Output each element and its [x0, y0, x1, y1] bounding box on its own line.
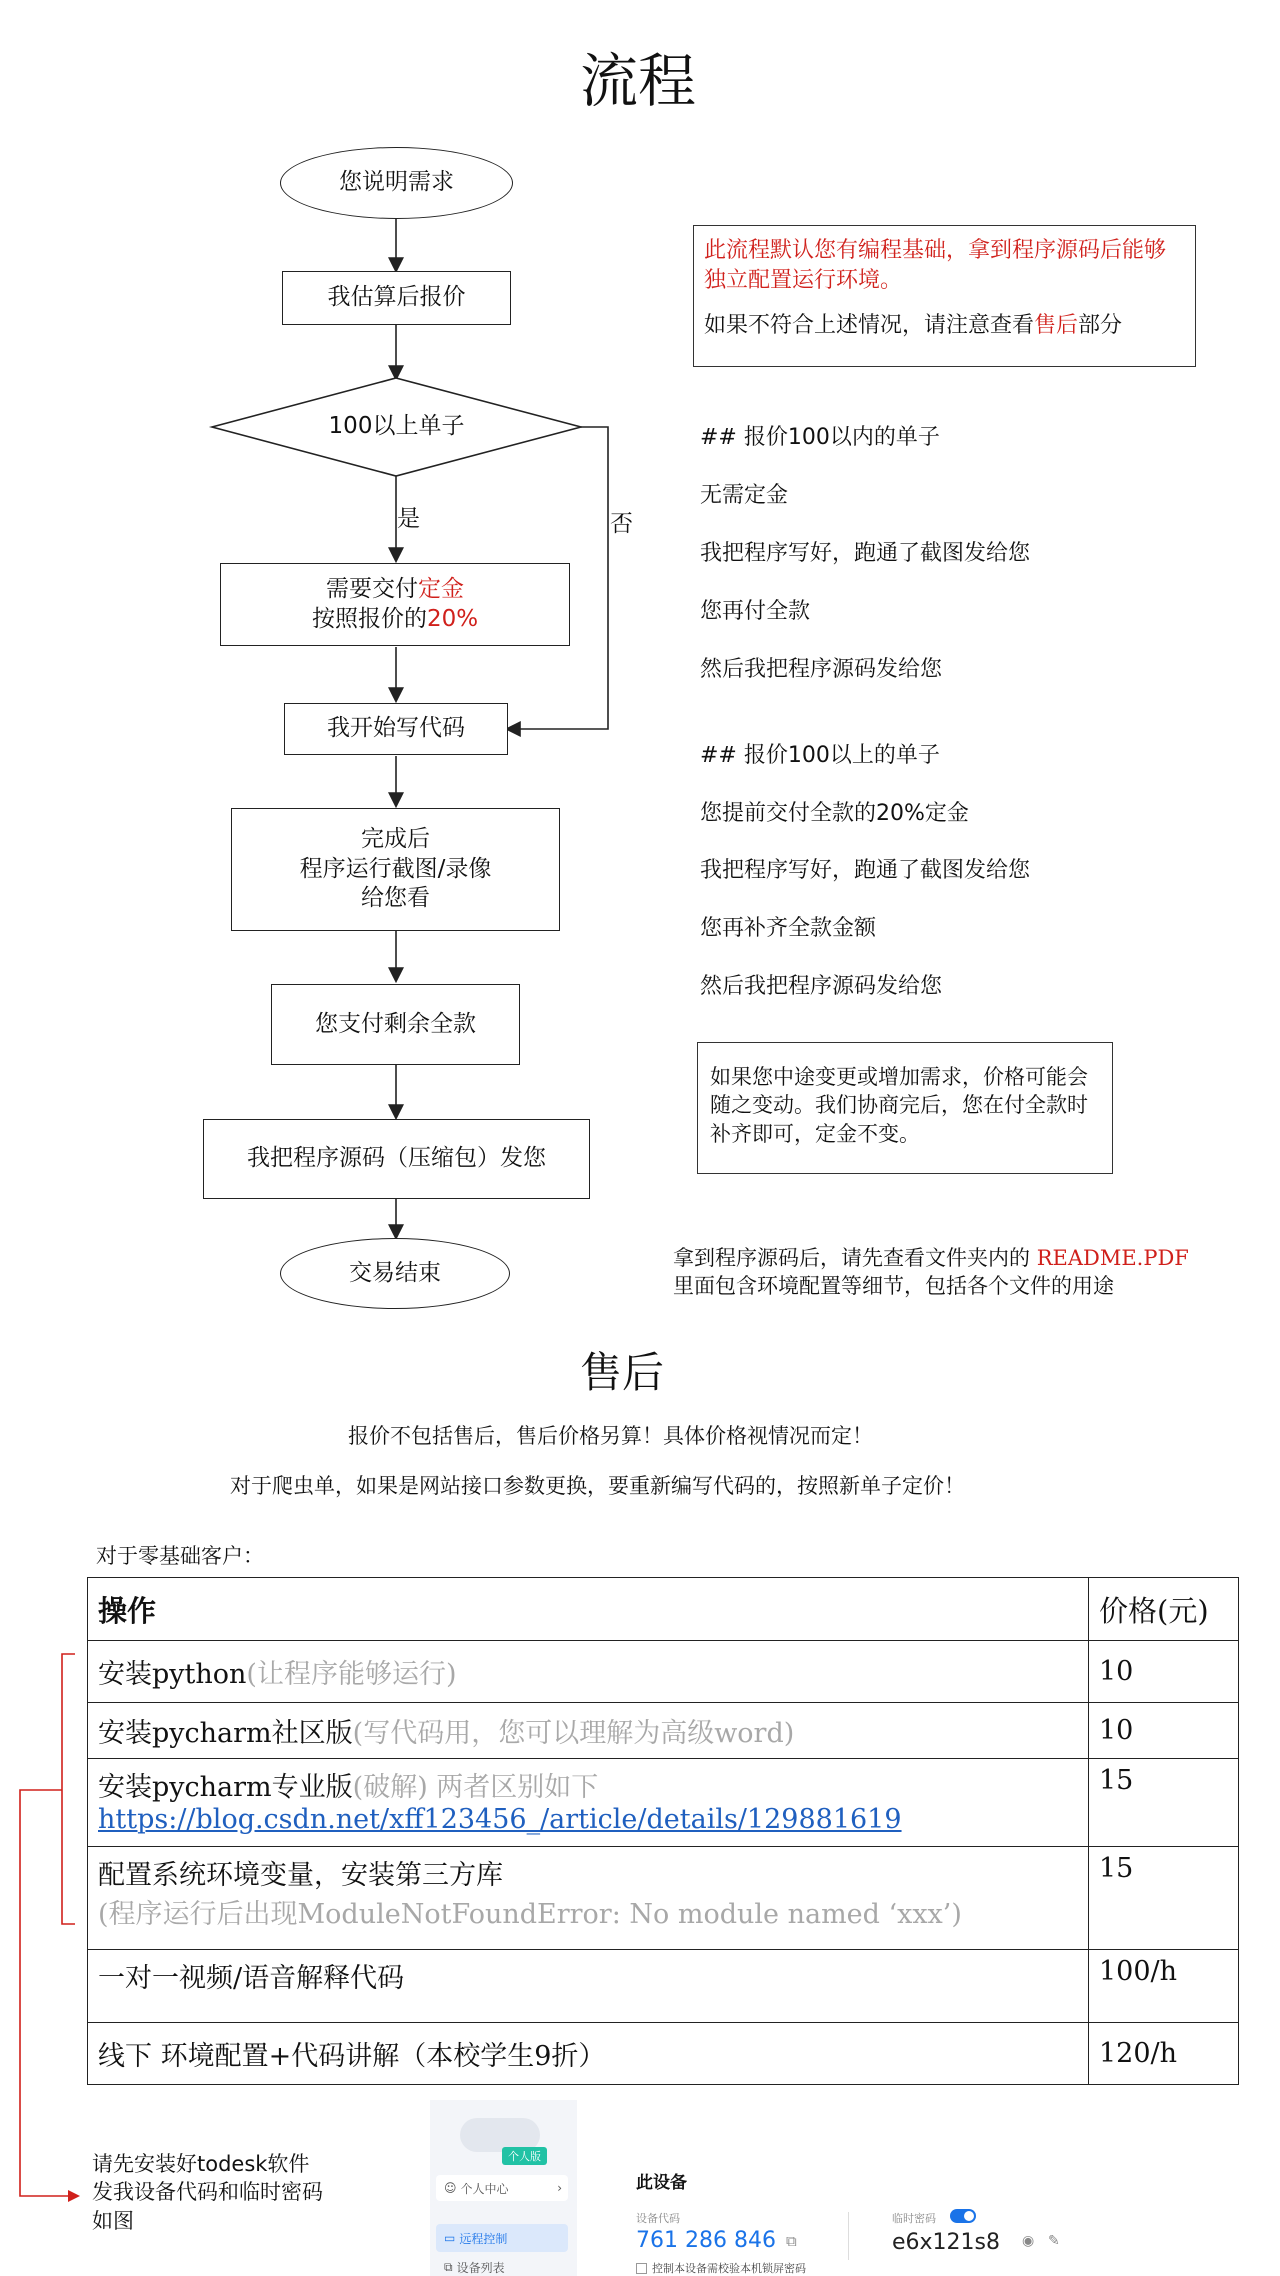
flow-done [231, 808, 560, 931]
flow-end: 交易结束 [280, 1238, 510, 1309]
flow-done-line2: 程序运行截图/录像 [299, 855, 492, 882]
table-row [88, 1641, 1239, 1703]
row-op: 配置系统环境变量，安装第三方库 (程序运行后出现ModuleNotFoundError: No module named ‘xxx’) [88, 1847, 1089, 1950]
edit-icon[interactable]: ✎ [1048, 2233, 1060, 2249]
menu-remote-control[interactable]: ▭ 远程控制 [436, 2224, 568, 2252]
row-price: 120/h [1089, 2023, 1239, 2085]
over100-line: 您提前交付全款的20%定金 [700, 801, 969, 826]
device-code: 761 286 846 [636, 2228, 776, 2253]
divider [848, 2212, 849, 2260]
todesk-sidebar [430, 2100, 577, 2276]
table-header-row [88, 1578, 1239, 1641]
table-row [88, 2023, 1239, 2085]
page-title: 流程 [580, 47, 697, 115]
flow-start: 您说明需求 [280, 147, 513, 219]
menu-personal-center[interactable]: ☺ 个人中心 › [436, 2175, 568, 2201]
notice-line2: 如果不符合上述情况，请注意查看售后部分 [704, 313, 1123, 339]
readme-line1: 拿到程序源码后，请先查看文件夹内的 README.PDF [673, 1246, 1189, 1270]
notice-box [693, 225, 1196, 367]
table-row [88, 1950, 1239, 2023]
todesk-instruction-line: 发我设备代码和临时密码 [92, 2180, 323, 2205]
user-icon: ☺ [444, 2181, 457, 2195]
header-price: 价格(元) [1089, 1578, 1239, 1641]
device-code-label: 设备代码 [636, 2212, 680, 2225]
price-table [87, 1577, 1239, 2085]
row-price: 15 [1089, 1759, 1239, 1847]
readme-note [673, 1244, 1189, 1301]
over100-heading: ## 报价100以上的单子 [700, 743, 940, 768]
under100-heading: ## 报价100以内的单子 [700, 425, 940, 450]
device-list-icon: ⧉ [444, 2259, 453, 2274]
flow-done-line1: 完成后 [361, 825, 430, 852]
row-op: 线下 环境配置+代码讲解（本校学生9折） [88, 2023, 1089, 2085]
flow-pay-rest: 您支付剩余全款 [271, 984, 520, 1065]
header-op: 操作 [88, 1578, 1089, 1641]
chevron-right-icon: › [557, 2181, 562, 2195]
table-row [88, 1847, 1239, 1950]
row-price: 10 [1089, 1641, 1239, 1703]
change-note-box: 如果您中途变更或增加需求，价格可能会随之变动。我们协商完后，您在付全款时补齐即可，定金不变。 [697, 1042, 1113, 1174]
copy-icon[interactable]: ⧉ [786, 2232, 797, 2250]
checkbox[interactable] [636, 2263, 647, 2274]
row-op: 一对一视频/语音解释代码 [88, 1950, 1089, 2023]
flow-estimate: 我估算后报价 [282, 271, 511, 325]
flow-deposit [220, 563, 570, 646]
red-bracket-arrow [0, 1640, 120, 2220]
table-row [88, 1703, 1239, 1759]
row-price: 15 [1089, 1847, 1239, 1950]
under100-line: 您再付全款 [700, 599, 811, 624]
over100-line: 您再补齐全款金额 [700, 916, 877, 941]
over100-line: 然后我把程序源码发给您 [700, 974, 943, 999]
csdn-link[interactable]: https://blog.csdn.net/xff123456_/article/details/129881619 [98, 1804, 902, 1835]
row-op: 安装pycharm专业版(破解) 两者区别如下 https://blog.csdn.net/xff123456_/article/details/129881619 [88, 1759, 1089, 1847]
flow-deposit-line2: 按照报价的20% [311, 605, 479, 632]
table-row [88, 1759, 1239, 1847]
eye-icon[interactable]: ◉ [1022, 2233, 1035, 2249]
after-sales-line2: 对于爬虫单，如果是网站接口参数更换，要重新编写代码的，按照新单子定价！ [230, 1474, 965, 1498]
todesk-instruction [92, 2150, 323, 2235]
temp-password-toggle[interactable] [950, 2209, 976, 2223]
monitor-icon: ▭ [444, 2231, 456, 2245]
row-price: 10 [1089, 1703, 1239, 1759]
over100-line: 我把程序写好，跑通了截图发给您 [700, 858, 1031, 883]
todesk-screenshot [430, 2100, 1280, 2276]
flow-done-line3: 给您看 [361, 885, 430, 912]
row-op: 安装python(让程序能够运行) [88, 1641, 1089, 1703]
todesk-instruction-line: 如图 [92, 2208, 134, 2233]
temp-password-label: 临时密码 [892, 2212, 936, 2225]
under100-line: 然后我把程序源码发给您 [700, 657, 943, 682]
row-price: 100/h [1089, 1950, 1239, 2023]
flow-deposit-line1: 需要交付定金 [326, 575, 464, 602]
row-op: 安装pycharm社区版(写代码用，您可以理解为高级word) [88, 1703, 1089, 1759]
after-sales-line1: 报价不包括售后，售后价格另算！具体价格视情况而定！ [348, 1424, 873, 1448]
readme-line2: 里面包含环境配置等细节，包括各个文件的用途 [673, 1274, 1114, 1299]
zero-basis-label: 对于零基础客户： [96, 1544, 264, 1568]
flow-decision: 100以上单子 [328, 413, 465, 440]
this-device-title: 此设备 [636, 2173, 687, 2193]
flow-write-code: 我开始写代码 [284, 703, 508, 755]
flow-no-label: 否 [610, 511, 633, 537]
notice-red-text: 此流程默认您有编程基础，拿到程序源码后能够独立配置运行环境。 [704, 238, 1167, 293]
under100-line: 无需定金 [700, 483, 789, 508]
temp-password: e6x121s8 [892, 2230, 1001, 2255]
lock-screen-option[interactable]: 控制本设备需校验本机锁屏密码 [636, 2260, 806, 2276]
menu-device-list[interactable]: ⧉ 设备列表 [444, 2259, 505, 2275]
edition-badge: 个人版 [502, 2147, 547, 2165]
after-sales-title: 售后 [580, 1348, 665, 1397]
flow-yes-label: 是 [397, 506, 420, 532]
under100-line: 我把程序写好，跑通了截图发给您 [700, 541, 1031, 566]
flow-send-code: 我把程序源码（压缩包）发您 [203, 1119, 590, 1199]
todesk-instruction-line: 请先安装好todesk软件 [92, 2152, 310, 2176]
